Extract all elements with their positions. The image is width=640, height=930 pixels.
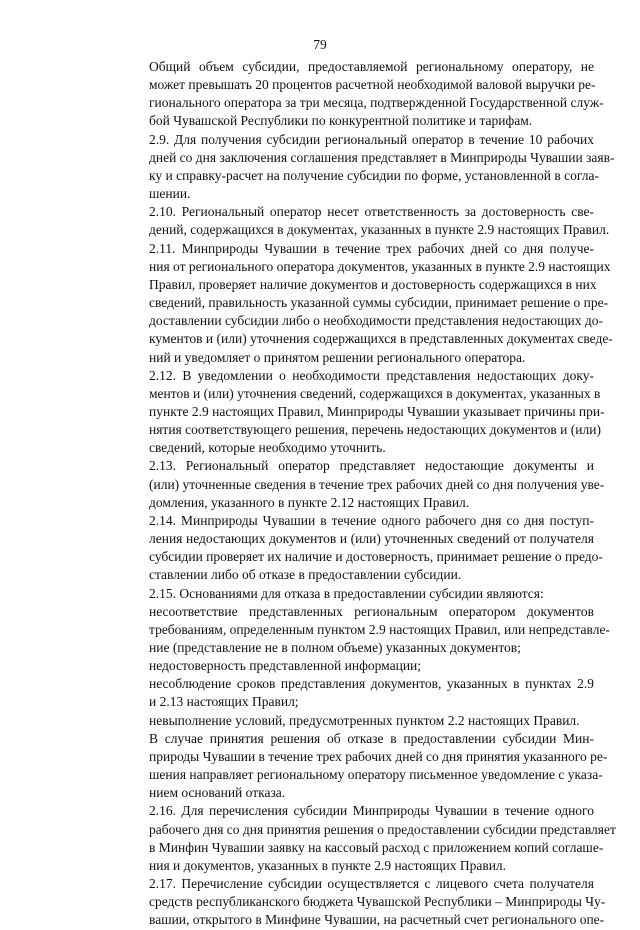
text-line: ния от регионального оператора документов, указанных в пункте 2.9 настоящих <box>149 258 611 274</box>
text-line: 2.9. Для получения субсидии региональный оператор в течение 10 рабочих <box>149 131 594 147</box>
text-line: 2.13. Региональный оператор представляет недостающие документы и <box>149 458 594 474</box>
text-line: кументов и (или) уточнения содержащихся в представленных документах сведе- <box>149 331 613 347</box>
text-line: ку и справку-расчет на получение субсидии по форме, установленной в согла- <box>149 167 599 183</box>
text-line: может превышать 20 процентов расчетной необходимой валовой выручки ре- <box>149 77 596 93</box>
text-line: 2.14. Минприроды Чувашии в течение одного рабочего дня со дня поступ- <box>149 512 594 528</box>
text-line: Общий объем субсидии, предоставляемой региональному оператору, не <box>149 59 594 74</box>
text-line: сведений, которые необходимо уточнить. <box>149 440 386 456</box>
page-number: 79 <box>313 37 327 52</box>
text-line: шении. <box>149 186 191 202</box>
text-line: ния и документов, указанных в пункте 2.9 настоящих Правил. <box>149 857 507 873</box>
paragraph-p8 <box>105 585 594 603</box>
paragraph-p11 <box>105 675 594 711</box>
text-line: ний и уведомляет о принятом решении регионального оператора. <box>149 349 526 365</box>
text-line: 2.12. В уведомлении о необходимости представления недостающих доку- <box>149 367 594 383</box>
text-line: гионального оператора за три месяца, подтвержденной Государственной служ- <box>149 95 604 111</box>
text-line: домления, указанного в пункте 2.12 настоящих Правил. <box>149 494 470 510</box>
paragraph-p15 <box>105 875 606 929</box>
text-line: В случае принятия решения об отказе в предоставлении субсидии Мин- <box>149 730 594 746</box>
text-line: дений, содержащихся в документах, указанных в пункте 2.9 настоящих Правил. <box>149 222 610 238</box>
text-line: 2.15. Основаниями для отказа в предоставлении субсидии являются: <box>149 585 544 601</box>
text-line: шения направляет региональному оператору письменное уведомление с указа- <box>149 767 603 783</box>
text-line: ние (представление не в полном объеме) указанных документов; <box>149 640 521 655</box>
paragraph-p1 <box>105 58 604 131</box>
paragraph-p10 <box>105 657 594 675</box>
text-line: рабочего дня со дня принятия решения о предоставлении субсидии представляет <box>149 821 616 837</box>
text-line: недостоверность представленной информации; <box>149 658 422 674</box>
text-line: пункте 2.9 настоящих Правил, Минприроды Чувашии указывает причины при- <box>149 403 605 419</box>
text-line: 2.11. Минприроды Чувашии в течение трех рабочих дней со дня получе- <box>149 240 594 256</box>
text-line: субсидии проверяет их наличие и достоверность, принимает решение о предо- <box>149 549 603 565</box>
paragraph-p14 <box>105 802 616 875</box>
text-line: в Минфин Чувашии заявку на кассовый расход с приложением копий соглаше- <box>149 839 604 855</box>
text-line: вашии, открытого в Минфине Чувашии, на расчетный счет регионального опе- <box>149 912 605 928</box>
paragraph-p9 <box>105 603 610 657</box>
document-body <box>105 58 616 930</box>
paragraph-p7 <box>105 512 603 585</box>
text-line: средств республиканского бюджета Чувашской Республики – Минприроды Чу- <box>149 894 606 910</box>
text-line: нятия соответствующего решения, перечень недостающих документов и (или) <box>149 422 601 438</box>
text-line: невыполнение условий, предусмотренных пунктом 2.2 настоящих Правил. <box>149 712 580 728</box>
text-line: сведений, правильность указанной суммы субсидии, принимает решение о пре- <box>149 295 609 311</box>
text-line: нием оснований отказа. <box>149 785 286 801</box>
text-line: 2.17. Перечисление субсидии осуществляется с лицевого счета получателя <box>149 876 594 892</box>
text-line: бой Чувашской Республики по конкурентной политике и тарифам. <box>149 113 533 129</box>
text-line: природы Чувашии в течение трех рабочих дней со дня принятия указанного ре- <box>149 748 608 764</box>
paragraph-p6 <box>105 457 605 511</box>
paragraph-p12 <box>105 712 594 730</box>
text-line: дней со дня заключения соглашения представляет в Минприроды Чувашии заяв- <box>149 149 615 165</box>
text-line: 2.10. Региональный оператор несет ответственность за достоверность све- <box>149 204 594 220</box>
text-line: ставлении либо об отказе в предоставлении субсидии. <box>149 567 462 583</box>
text-line: ления недостающих документов и (или) уточненных сведений от получателя <box>149 531 594 547</box>
paragraph-p3 <box>105 203 610 239</box>
text-line: несоблюдение сроков представления документов, указанных в пунктах 2.9 <box>149 676 594 692</box>
paragraph-p4 <box>105 240 613 367</box>
text-line: и 2.13 настоящих Правил; <box>149 694 299 710</box>
paragraph-p13 <box>105 730 608 803</box>
text-line: требованиям, определенным пунктом 2.9 настоящих Правил, или непредставле- <box>149 621 610 637</box>
text-line: 2.16. Для перечисления субсидии Минприроды Чувашии в течение одного <box>149 803 594 819</box>
text-line: Правил, проверяет наличие документов и достоверность содержащихся в них <box>149 276 597 292</box>
text-line: доставлении субсидии либо о необходимости представления недостающих до- <box>149 313 604 329</box>
paragraph-p5 <box>105 367 605 458</box>
text-line: ментов и (или) уточнения сведений, содержащихся в документах, указанных в <box>149 385 601 401</box>
text-line: несоответствие представленных региональным оператором документов <box>149 603 594 619</box>
paragraph-p2 <box>105 131 615 204</box>
text-line: (или) уточненные сведения в течение трех рабочих дней со дня получения уве- <box>149 476 605 492</box>
